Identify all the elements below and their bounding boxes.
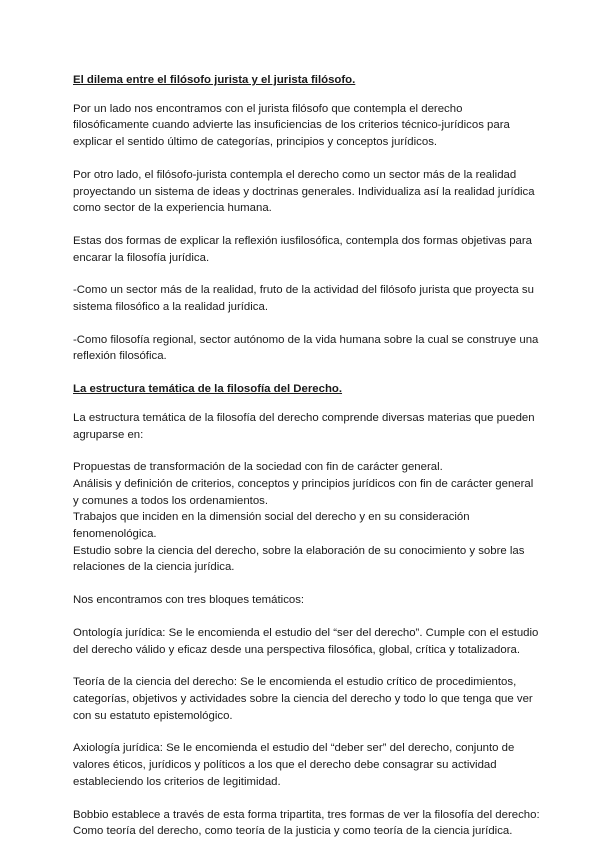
text-line: valores éticos, jurídicos y políticos a los que el derecho debe consagrar su actividad bbox=[73, 759, 497, 772]
text-line: categorías, objetivos y actividades sobre la ciencia del derecho y todo lo que tenga que ver bbox=[73, 692, 533, 705]
text-line: Ontología jurídica: Se le encomienda el estudio del “ser del derecho”. Cumple con el estudio bbox=[73, 626, 539, 639]
list-item: Análisis y definición de criterios, conceptos y principios jurídicos con fin de carácter general bbox=[73, 477, 534, 490]
text-line: con su estatuto epistemológico. bbox=[73, 709, 233, 722]
paragraph-sector-realidad bbox=[73, 282, 543, 315]
text-line: proyectando un sistema de ideas y doctrinas generales. Individualiza así la realidad jurídica bbox=[73, 185, 535, 198]
list-item: fenomenológica. bbox=[73, 528, 157, 541]
text-line: Axiología jurídica: Se le encomienda el estudio del “deber ser” del derecho, conjunto de bbox=[73, 742, 515, 755]
text-line: estableciendo los criterios de legitimidad. bbox=[73, 775, 281, 788]
text-line: Como teoría del derecho, como teoría de la justicia y como teoría de la ciencia jurídica. bbox=[73, 825, 513, 838]
document-body bbox=[73, 72, 543, 856]
text-line: encarar la filosofía jurídica. bbox=[73, 251, 210, 264]
list-item: Trabajos que inciden en la dimensión social del derecho y en su consideración bbox=[73, 511, 470, 524]
list-item: Propuestas de transformación de la sociedad con fin de carácter general. bbox=[73, 461, 443, 474]
text-line: reflexión filosófica. bbox=[73, 350, 167, 363]
paragraph-bobbio bbox=[73, 807, 543, 840]
text-line: -Como filosofía regional, sector autónomo de la vida humana sobre la cual se construye una bbox=[73, 333, 539, 346]
text-line: La estructura temática de la filosofía del derecho comprende diversas materias que pueden bbox=[73, 411, 535, 424]
text-line: del derecho válido y eficaz desde una perspectiva filosófica, global, crítica y totalizadora. bbox=[73, 643, 521, 656]
text-line: como sector de la experiencia humana. bbox=[73, 202, 272, 215]
paragraph-filosofo-jurista bbox=[73, 167, 543, 217]
paragraph-dos-formas bbox=[73, 233, 543, 266]
text-line: Teoría de la ciencia del derecho: Se le encomienda el estudio crítico de procedimientos, bbox=[73, 676, 517, 689]
paragraph-ontologia bbox=[73, 625, 543, 658]
text-line: Por otro lado, el filósofo-jurista contempla el derecho como un sector más de la realidad bbox=[73, 168, 517, 181]
paragraph-bloques-tematicos bbox=[73, 592, 543, 609]
paragraph-filosofia-regional bbox=[73, 332, 543, 365]
text-line: -Como un sector más de la realidad, fruto de la actividad del filósofo jurista que proyecta su bbox=[73, 284, 534, 297]
materias-list bbox=[73, 459, 543, 576]
paragraph-estructura-tematica bbox=[73, 410, 543, 443]
text-line: explicar el sentido último de categorías, principios y conceptos jurídicos. bbox=[73, 136, 438, 149]
text-line: Por un lado nos encontramos con el jurista filósofo que contempla el derecho bbox=[73, 102, 463, 115]
text-line: sistema filosófico a la realidad jurídica. bbox=[73, 301, 268, 314]
paragraph-axiologia bbox=[73, 740, 543, 790]
section-heading-estructura: La estructura temática de la filosofía del Derecho. bbox=[73, 383, 343, 396]
text-line: filosóficamente cuando advierte las insuficiencias de los criterios técnico-jurídicos para bbox=[73, 119, 510, 132]
text-line: Bobbio establece a través de esta forma tripartita, tres formas de ver la filosofía del derecho: bbox=[73, 808, 540, 821]
list-item: y comunes a todos los ordenamientos. bbox=[73, 494, 269, 507]
list-item: relaciones de la ciencia jurídica. bbox=[73, 561, 235, 574]
text-line: agruparse en: bbox=[73, 428, 144, 441]
paragraph-teoria-ciencia bbox=[73, 674, 543, 724]
text-line: Estas dos formas de explicar la reflexión iusfilosófica, contempla dos formas objetivas para bbox=[73, 234, 533, 247]
text-line: Nos encontramos con tres bloques temáticos: bbox=[73, 594, 305, 607]
paragraph-jurista-filosofo bbox=[73, 101, 543, 151]
list-item: Estudio sobre la ciencia del derecho, sobre la elaboración de su conocimiento y sobre las bbox=[73, 544, 525, 557]
section-heading-dilema: El dilema entre el filósofo jurista y el jurista filósofo. bbox=[73, 74, 356, 86]
